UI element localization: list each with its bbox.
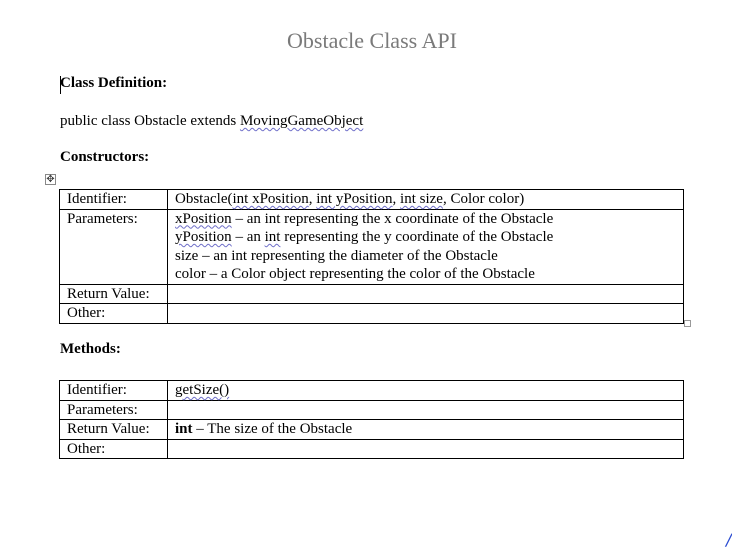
identifier-label: Identifier: (60, 190, 168, 210)
method-name: getSize() (175, 382, 230, 398)
parameters-label: Parameters: (60, 400, 168, 420)
page-title: Obstacle Class API (287, 28, 457, 53)
other-cell[interactable] (168, 304, 684, 324)
parameter-desc: – an int representing the x coordinate of the Obstacle (231, 210, 554, 227)
other-label: Other: (60, 304, 168, 324)
table-row (60, 400, 684, 420)
table-row (60, 304, 684, 324)
method-table (59, 380, 684, 459)
return-value-cell (168, 420, 684, 440)
identifier-label: Identifier: (60, 381, 168, 401)
move-table-icon[interactable]: ✥ (46, 174, 55, 185)
constructor-signature (168, 190, 684, 210)
class-declaration (60, 113, 363, 130)
parameters-list (168, 209, 684, 284)
parameter-desc: – an (231, 229, 265, 245)
other-label: Other: (60, 439, 168, 459)
table-row (60, 284, 684, 304)
signature-part: , (392, 191, 401, 207)
parameter-item: size – an int representing the diameter of the Obstacle (175, 247, 498, 264)
parameters-label: Parameters: (60, 209, 168, 284)
table-row (60, 209, 684, 284)
parent-class-name: MovingGameObject (239, 113, 364, 129)
return-desc: – The size of the Obstacle (192, 421, 353, 437)
signature-part: Obstacle( (175, 191, 233, 207)
return-type: int (175, 421, 193, 437)
return-value-cell[interactable] (168, 284, 684, 304)
methods-heading: Methods: (60, 341, 121, 357)
parameters-cell[interactable] (168, 400, 684, 420)
return-value-label: Return Value: (60, 284, 168, 304)
constructors-heading: Constructors: (60, 149, 150, 165)
signature-part: , (308, 191, 317, 207)
table-row (60, 439, 684, 459)
table-row (60, 381, 684, 401)
class-declaration-prefix: public class Obstacle extends (60, 113, 240, 129)
class-definition-heading: Class Definition: (60, 75, 168, 91)
corner-mark: / (726, 530, 732, 549)
parameter-item: color – a Color object representing the color of the Obstacle (175, 266, 535, 282)
signature-part: , Color color) (442, 191, 525, 207)
signature-param-size: int size (400, 191, 443, 207)
parameter-name: yPosition (175, 229, 232, 245)
return-value-label: Return Value: (60, 420, 168, 440)
table-row (60, 420, 684, 440)
parameter-name: xPosition (175, 210, 232, 227)
table-row (60, 190, 684, 210)
parameter-item (175, 228, 683, 247)
constructor-table (59, 189, 684, 324)
resize-handle-icon[interactable] (684, 320, 691, 327)
method-signature (168, 381, 684, 401)
other-cell[interactable] (168, 439, 684, 459)
parameter-item (175, 210, 683, 229)
parameter-type: int (264, 229, 281, 245)
parameter-desc: representing the y coordinate of the Obstacle (280, 229, 554, 245)
signature-param-x: int xPosition (232, 191, 309, 207)
signature-param-y: int yPosition (316, 191, 393, 207)
